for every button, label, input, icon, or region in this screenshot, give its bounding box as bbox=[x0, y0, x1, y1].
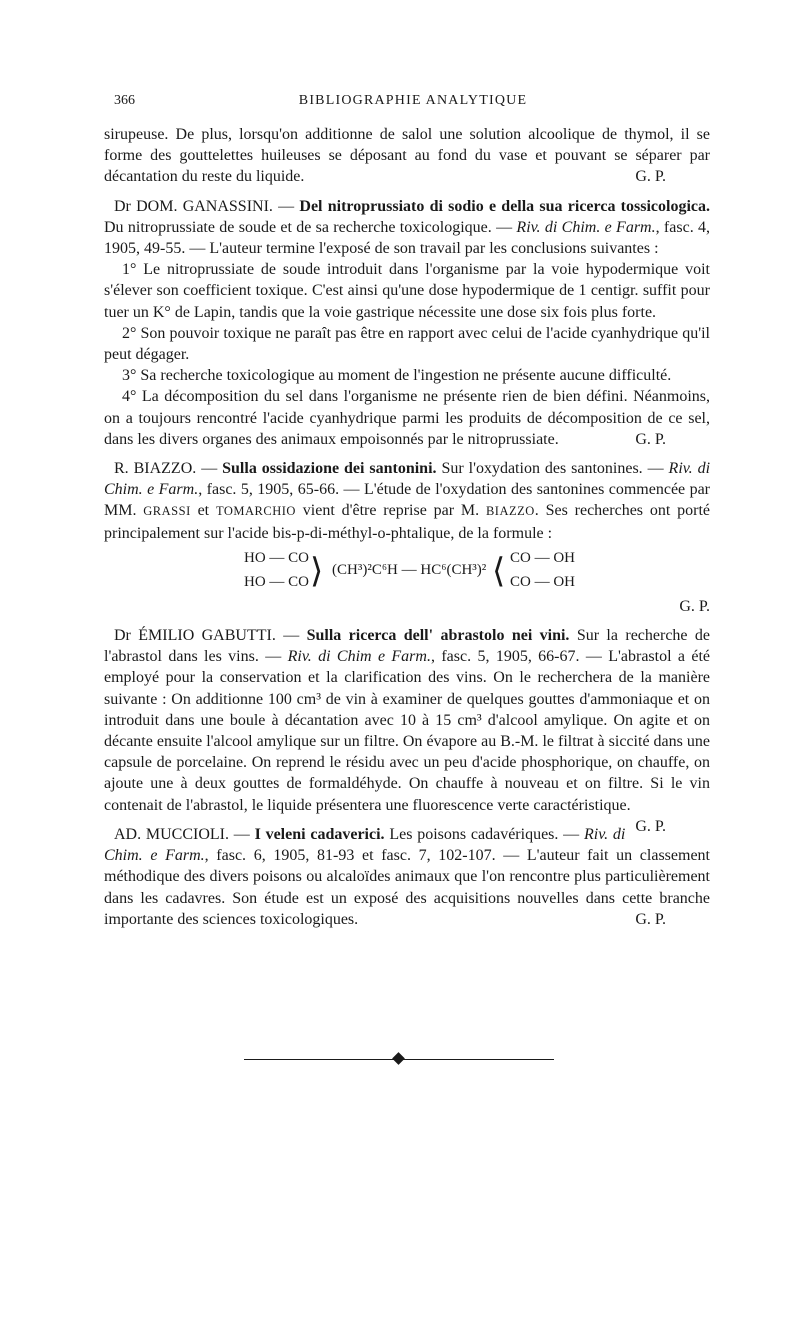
author: R. BIAZZO. bbox=[114, 460, 197, 478]
running-header bbox=[114, 90, 712, 110]
author: AD. MUCCIOLI. bbox=[114, 825, 229, 843]
description: Sur l'oxydation des santonines. — bbox=[441, 460, 664, 478]
description: Sur la recherche de l'abrastol dans les vins. — bbox=[104, 627, 711, 666]
formula-left-bottom: HO — CO bbox=[244, 573, 310, 590]
signature: G. P. bbox=[635, 817, 666, 835]
entry-muccioli bbox=[104, 824, 710, 930]
formula-right-bottom: CO — OH bbox=[510, 573, 576, 590]
entry-text: Dr ÉMILIO GABUTTI. — Sulla ricerca dell' abrastolo nei vini. Sur la recherche de l'abrastol dans les vins. — Riv. di Chim e Farm., fasc. 5, 1905, 66-67. — L'abrastol a été employé pour la conservation et la clarification des vins. On le recherchera de la manière suivante : On additionne 100 cm³ de vin à examiner de quelques gouttes d'ammoniaque et on introduit dans une boule à décantation avec 10 à 15 cm³ d'alcool amylique. On agite et on décante ensuite l'alcool amylique sur un filtre. On évapore au B.-M. le filtrat à siccité dans une capsule de porcelaine. On reprend le résidu avec un peu d'acide phosphorique, on chauffe, on ajoute une à deux gouttes de formaldéhyde. On chauffe à nouveau et on filtre. Si le vin contenait de l'abrastol, le liquide présentera une fluorescence verte caractéristique. G. P. bbox=[104, 625, 710, 816]
conclusion-item: 1° Le nitroprussiate de soude introduit dans l'organisme par la voie hypodermique voit s'élever son coefficient toxique. C'est ainsi qu'une dose hypodermique de 1 centigr. suffit pour tuer un K° de Lapin, tandis que la voie gastrique nécessite une dose six fois plus forte. bbox=[104, 261, 710, 321]
author: Dr ÉMILIO GABUTTI. bbox=[114, 627, 276, 645]
conclusion-text: 4° La décomposition du sel dans l'organisme ne présente rien de bien défini. Néanmoins, on a toujours rencontré l'acide cyanhydrique parmi les produits de décomposition de ce sel, dans les divers organes des animaux empoisonnés par le nitroprussiate. bbox=[104, 388, 710, 448]
reference: , fasc. 5, 1905, 65-66. — L'étude de l'oxydation des santonines commencée par MM. bbox=[104, 481, 711, 520]
article-title: Del nitroprussiato di sodio e della sua ricerca tossicologica. bbox=[299, 197, 710, 215]
formula-right-brace: ⟨ bbox=[492, 550, 506, 591]
signature: G. P. bbox=[635, 430, 666, 448]
signature: G. P. bbox=[679, 597, 710, 615]
entry-text: AD. MUCCIOLI. — I veleni cadaverici. Les poisons cadavériques. — Riv. di Chim. e Farm., fasc. 6, 1905, 81-93 et fasc. 7, 102-107. — L'auteur fait un classement méthodique des divers poisons ou alcaloïdes animaux que l'on rencontre plus particulièrement dans les cadavres. Son étude est un exposé des acquisitions nouvelles dans cette branche importante des sciences toxicologiques. G. P. bbox=[104, 824, 710, 930]
description: Du nitroprussiate de soude et de sa recherche toxicologique. — bbox=[104, 218, 513, 236]
abstract-text: , fasc. 5, 1905, 66-67. — L'abrastol a été employé pour la conservation et la clarification des vins. On le recherchera de la manière suivante : On additionne 100 cm³ de vin à examiner de quelques gouttes d'ammoniaque et on introduit dans une boule à décantation avec 10 à 15 cm³ d'alcool amylique. On agite et on décante ensuite l'alcool amylique sur un filtre. On évapore au B.-M. le filtrat à siccité dans une capsule de porcelaine. On reprend le résidu avec un peu d'acide phosphorique, on chauffe, on ajoute une à deux gouttes de formaldéhyde. On chauffe à nouveau et on filtre. Si le vin contenait de l'abrastol, le liquide présentera une fluorescence verte caractéristique. bbox=[104, 648, 711, 814]
conclusion-item: 2° Son pouvoir toxique ne paraît pas être en rapport avec celui de l'acide cyanhydrique qu'il peut dégager. bbox=[104, 324, 710, 364]
end-rule bbox=[244, 1054, 554, 1066]
entry-ganassini bbox=[104, 196, 710, 450]
formula-right-top: CO — OH bbox=[510, 549, 576, 566]
journal-title: Riv. di Chim. e Farm. bbox=[104, 825, 626, 865]
reference: vient d'être reprise par M. bbox=[302, 502, 480, 520]
signature: G. P. bbox=[635, 168, 666, 186]
article-title: Sulla ossidazione dei santonini. bbox=[222, 460, 437, 478]
journal-title: Riv. di Chim e Farm. bbox=[287, 648, 431, 666]
article-title: I veleni cadaverici. bbox=[254, 825, 385, 843]
article-title: Sulla ricerca dell' abrastolo nei vini. bbox=[306, 627, 570, 645]
journal-title: Riv. di Chim. e Farm. bbox=[516, 218, 656, 236]
formula-left-top: HO — CO bbox=[244, 549, 310, 566]
diamond-ornament-icon bbox=[392, 1052, 405, 1065]
conclusion-item bbox=[104, 386, 710, 450]
intro-text: sirupeuse. De plus, lorsqu'on additionne de salol une solution alcoolique de thymol, il se forme des gouttelettes huileuses se déposant au fond du vase et pouvant se séparer par décantation du reste du liquide. bbox=[104, 126, 710, 186]
page-body bbox=[104, 124, 710, 930]
reference: , fasc. 4, 1905, 49-55. — L'auteur termine l'exposé de son travail par les conclusions suivantes : bbox=[104, 218, 711, 258]
person-name: BIAZZO bbox=[485, 504, 535, 519]
person-name: TOMARCHIO bbox=[215, 504, 296, 519]
running-title: BIBLIOGRAPHIE ANALYTIQUE bbox=[298, 93, 528, 108]
formula-middle: (CH³)²C⁶H — HC⁶(CH³)² bbox=[332, 561, 487, 578]
chemical-formula bbox=[104, 548, 710, 596]
journal-title: Riv. di Chim. e Farm. bbox=[104, 460, 711, 499]
intro-paragraph bbox=[104, 124, 710, 188]
entry-text: R. BIAZZO. — Sulla ossidazione dei santonini. Sur l'oxydation des santonines. — Riv. di Chim. e Farm., fasc. 5, 1905, 65-66. — L'étude de l'oxydation des santonines commencée par MM. GRASSI et TOMARCHIO vient d'être reprise par M. BIAZZO. Ses recherches ont porté principalement sur l'acide bis-p-di-méthyl-o-phtalique, de la formule : bbox=[104, 460, 711, 542]
reference: . Ses recherches ont porté principalement sur l'acide bis-p-di-méthyl-o-phtalique, de la formule : bbox=[104, 502, 711, 542]
person-name: GRASSI bbox=[143, 504, 191, 519]
signature: G. P. bbox=[635, 910, 666, 928]
entry-heading: Dr DOM. GANASSINI. — Del nitroprussiato di sodio e della sua ricerca tossicologica. Du nitroprussiate de soude et de sa recherche toxicologique. — Riv. di Chim. e Farm., fasc. 4, 1905, 49-55. — L'auteur termine l'exposé de son travail par les conclusions suivantes : bbox=[104, 197, 711, 258]
abstract-text: , fasc. 6, 1905, 81-93 et fasc. 7, 102-107. — L'auteur fait un classement méthodique des divers poisons ou alcaloïdes animaux que l'on rencontre plus particulièrement dans les cadavres. Son étude est un exposé des acquisitions nouvelles dans cette branche importante des sciences toxicologiques. bbox=[104, 847, 710, 928]
formula-left-brace: ⟩ bbox=[310, 550, 324, 591]
description: Les poisons cadavériques. — bbox=[389, 825, 580, 843]
conjunction: et bbox=[197, 502, 210, 520]
page-number: 366 bbox=[114, 93, 135, 108]
entry-biazzo bbox=[104, 458, 710, 617]
author: Dr DOM. GANASSINI. bbox=[114, 197, 273, 215]
conclusion-item: 3° Sa recherche toxicologique au moment de l'ingestion ne présente aucune difficulté. bbox=[122, 367, 672, 385]
